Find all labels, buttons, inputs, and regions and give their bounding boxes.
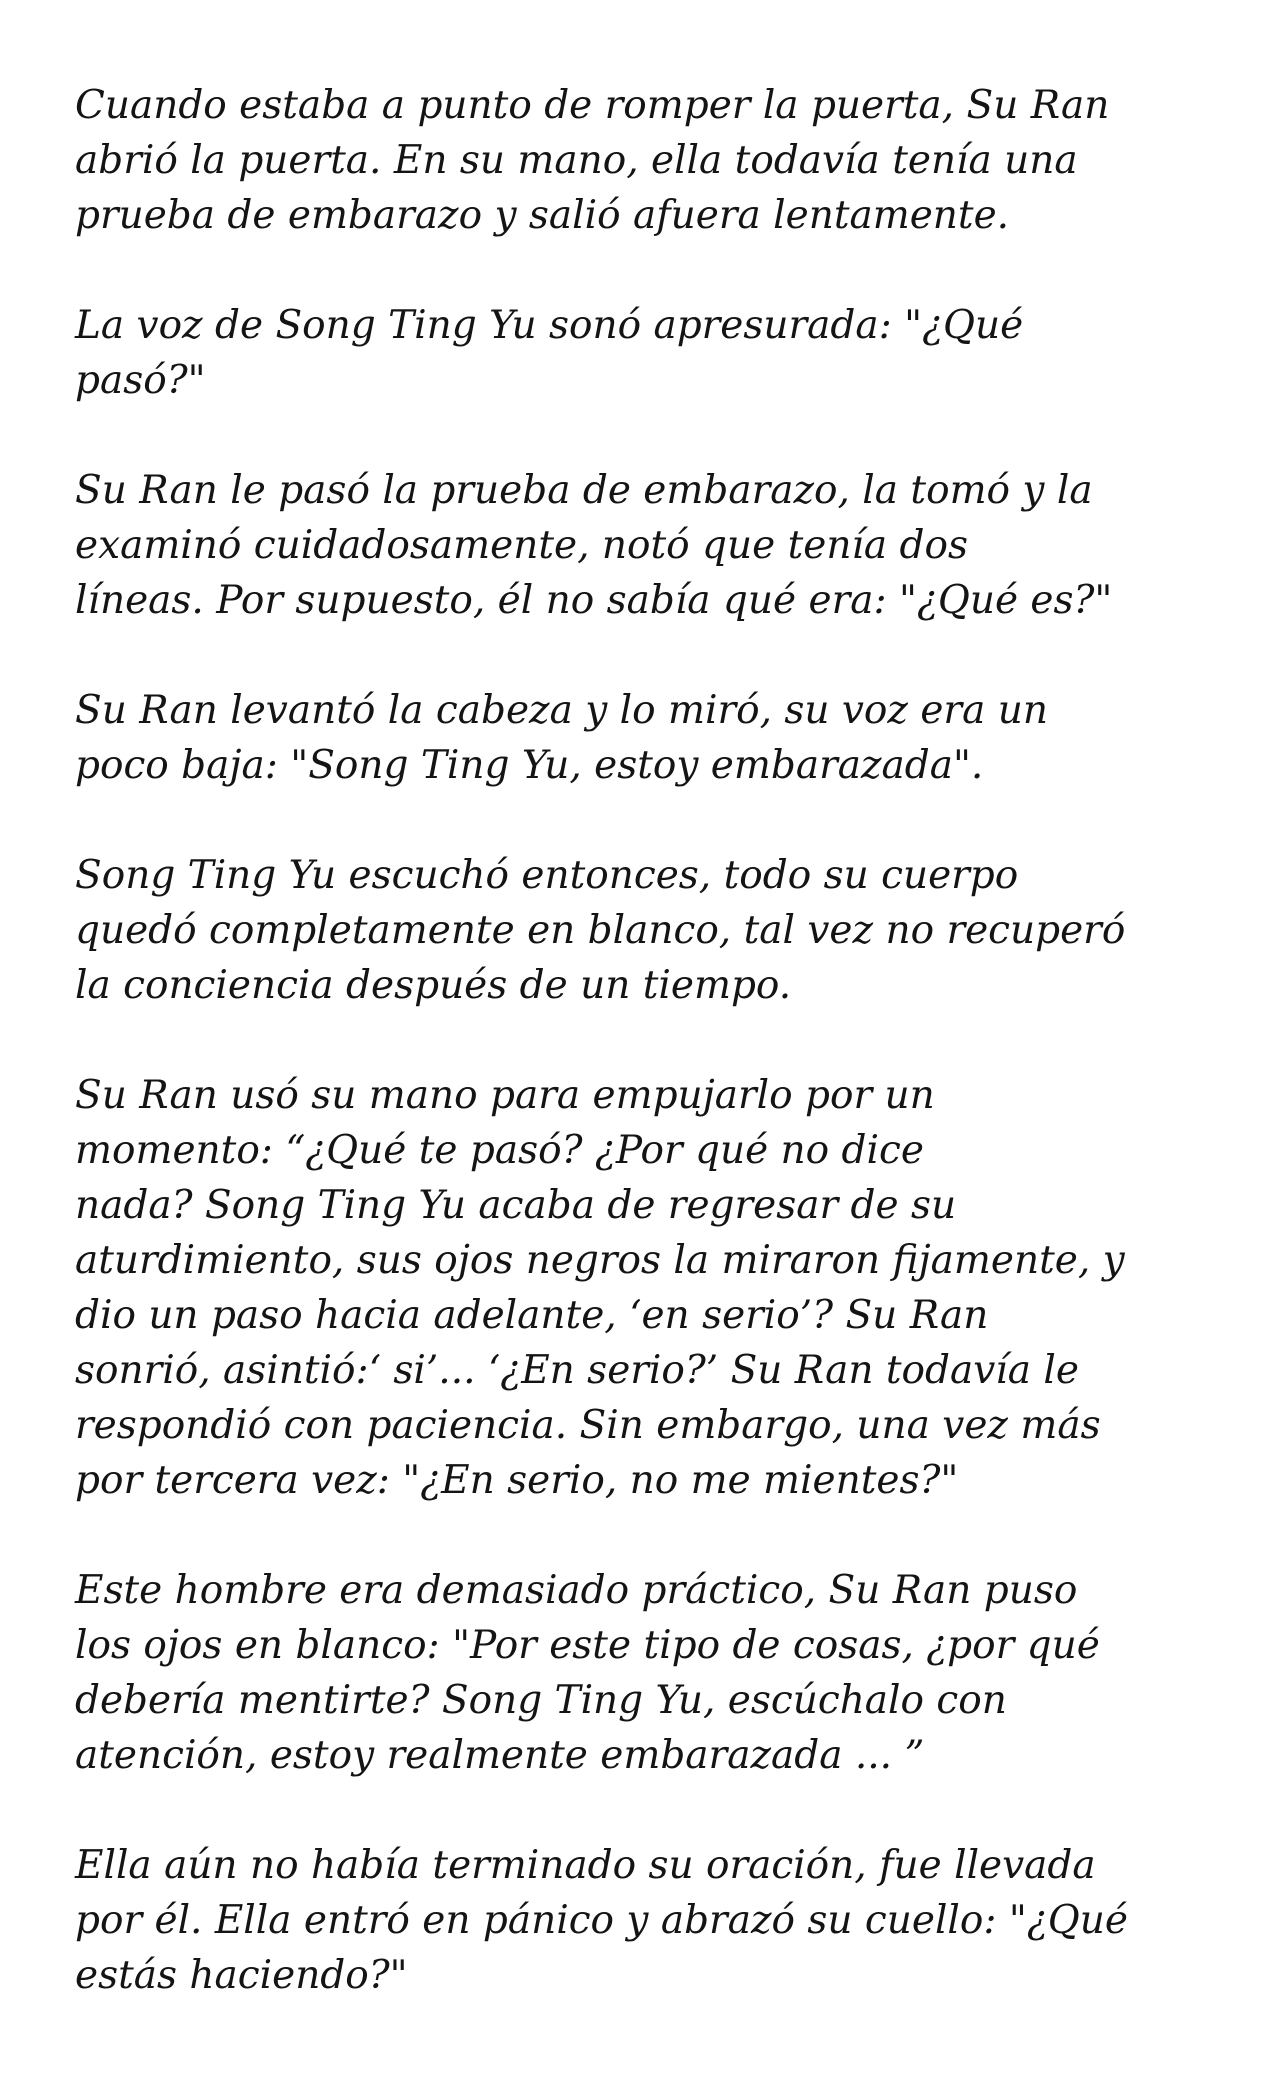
text-line: sonrió, asintió:‘ si’... ‘¿En serio?’ Su Ran todavía le bbox=[75, 1348, 1079, 1393]
text-line: poco baja: "Song Ting Yu, estoy embarazada". bbox=[75, 743, 984, 788]
text-line: atención, estoy realmente embarazada ... ” bbox=[75, 1733, 925, 1778]
text-line: momento: “¿Qué te pasó? ¿Por qué no dice bbox=[75, 1128, 924, 1173]
text-line: debería mentirte? Song Ting Yu, escúchalo con bbox=[75, 1678, 1007, 1723]
text-line: los ojos en blanco: "Por este tipo de cosas, ¿por qué bbox=[75, 1623, 1100, 1668]
paragraph-2 bbox=[75, 298, 1205, 408]
text-line: Este hombre era demasiado práctico, Su Ran puso bbox=[75, 1568, 1078, 1613]
text-line: quedó completamente en blanco, tal vez no recuperó bbox=[75, 908, 1126, 953]
paragraph-3 bbox=[75, 463, 1205, 628]
text-line: Su Ran usó su mano para empujarlo por un bbox=[75, 1073, 935, 1118]
document-body bbox=[75, 78, 1205, 2058]
text-line: examinó cuidadosamente, notó que tenía dos bbox=[75, 523, 969, 568]
text-line: Su Ran levantó la cabeza y lo miró, su voz era un bbox=[75, 688, 1048, 733]
text-line: aturdimiento, sus ojos negros la miraron fijamente, y bbox=[75, 1238, 1125, 1283]
text-line: Song Ting Yu escuchó entonces, todo su cuerpo bbox=[75, 853, 1019, 898]
paragraph-8 bbox=[75, 1838, 1205, 2003]
text-line: prueba de embarazo y salió afuera lentamente. bbox=[75, 193, 1010, 238]
text-line: nada? Song Ting Yu acaba de regresar de su bbox=[75, 1183, 957, 1228]
text-line: respondió con paciencia. Sin embargo, una vez más bbox=[75, 1403, 1101, 1448]
text-line: abrió la puerta. En su mano, ella todavía tenía una bbox=[75, 138, 1078, 183]
text-line: Ella aún no había terminado su oración, fue llevada bbox=[75, 1843, 1096, 1888]
paragraph-6 bbox=[75, 1068, 1205, 1508]
text-line: estás haciendo?" bbox=[75, 1953, 408, 1998]
text-line: por tercera vez: "¿En serio, no me mientes?" bbox=[75, 1458, 959, 1503]
text-line: la conciencia después de un tiempo. bbox=[75, 963, 792, 1008]
text-line: Su Ran le pasó la prueba de embarazo, la tomó y la bbox=[75, 468, 1093, 513]
text-line: líneas. Por supuesto, él no sabía qué era: "¿Qué es?" bbox=[75, 578, 1113, 623]
paragraph-1 bbox=[75, 78, 1205, 243]
paragraph-5 bbox=[75, 848, 1205, 1013]
text-line: Cuando estaba a punto de romper la puerta, Su Ran bbox=[75, 83, 1110, 128]
paragraph-7 bbox=[75, 1563, 1205, 1783]
text-line: pasó?" bbox=[75, 358, 206, 403]
paragraph-4 bbox=[75, 683, 1205, 793]
text-line: La voz de Song Ting Yu sonó apresurada: "¿Qué bbox=[75, 303, 1024, 348]
text-line: dio un paso hacia adelante, ‘en serio’? Su Ran bbox=[75, 1293, 989, 1338]
text-line: por él. Ella entró en pánico y abrazó su cuello: "¿Qué bbox=[75, 1898, 1128, 1943]
